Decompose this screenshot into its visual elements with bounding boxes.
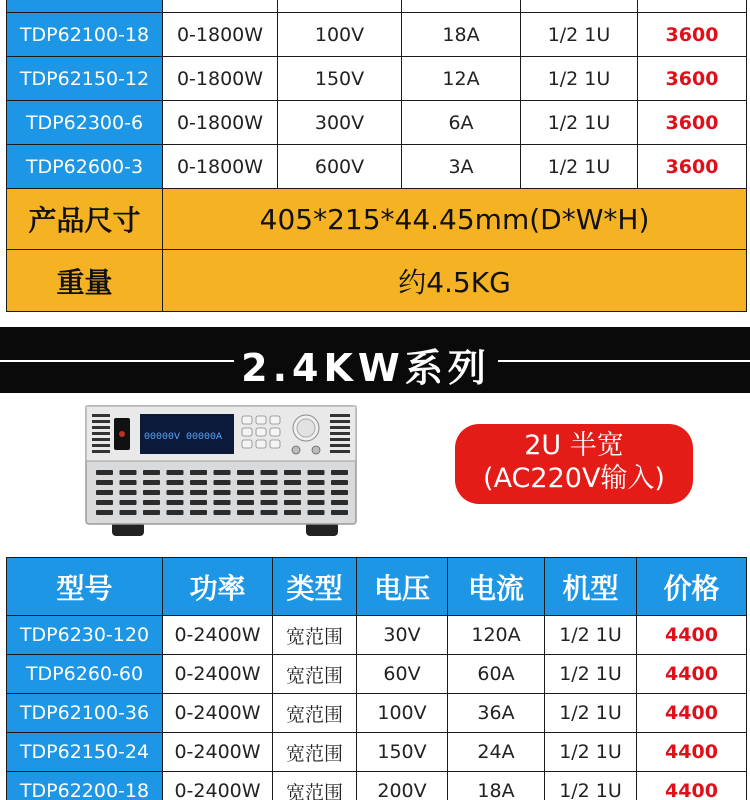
voltage-cell: 150V <box>278 57 402 101</box>
vent-slot <box>331 490 348 495</box>
price-cell: 3600 <box>638 57 747 101</box>
vent-slot <box>237 470 254 475</box>
model-cell: TDP62300-6 <box>7 101 163 145</box>
vent-slot <box>120 490 137 495</box>
price-cell: 4400 <box>637 733 747 772</box>
vent-slot <box>96 490 113 495</box>
table-row <box>7 772 747 800</box>
badge-line-1: 2U 半宽 <box>524 430 624 461</box>
vent-slot <box>261 510 278 515</box>
price-cell: 4400 <box>637 655 747 694</box>
current-cell: 6A <box>402 101 521 145</box>
type-cell: 1/2 1U <box>521 57 638 101</box>
vent-slot <box>237 480 254 485</box>
vent-slot <box>190 510 207 515</box>
column-header: 电流 <box>448 558 545 616</box>
range-cell: 宽范围 <box>273 655 357 694</box>
vent-slot <box>284 490 301 495</box>
type-cell: 1/2 1U <box>521 13 638 57</box>
vent-slot <box>308 510 325 515</box>
banner-line-right <box>498 360 750 362</box>
vent-slot <box>167 470 184 475</box>
vent-slot <box>308 480 325 485</box>
table-row <box>7 0 747 13</box>
model-cell: TDP6230-120 <box>7 616 163 655</box>
type-cell <box>521 0 638 13</box>
vent-slot <box>167 490 184 495</box>
size-value: 405*215*44.45mm(D*W*H) <box>163 189 747 250</box>
size-label: 产品尺寸 <box>7 189 163 250</box>
price-cell: 4400 <box>637 694 747 733</box>
price-cell: 3600 <box>638 13 747 57</box>
vent-slot <box>284 500 301 505</box>
type-cell: 1/2 1U <box>545 733 637 772</box>
vent-slot <box>308 470 325 475</box>
power-cell: 0-2400W <box>163 616 273 655</box>
banner-line-left <box>0 360 234 362</box>
table-row <box>7 733 747 772</box>
vent-slot <box>96 510 113 515</box>
vent-slot <box>96 470 113 475</box>
vent-slot <box>261 470 278 475</box>
power-cell: 0-2400W <box>163 694 273 733</box>
vent-slot <box>214 500 231 505</box>
section-title: 2.4KW系列 <box>241 346 491 390</box>
vent-slot <box>190 490 207 495</box>
table-row <box>7 694 747 733</box>
vent-slot <box>261 500 278 505</box>
vent-slot <box>190 480 207 485</box>
vent-slot <box>214 480 231 485</box>
vent-slot <box>143 490 160 495</box>
type-cell: 1/2 1U <box>545 694 637 733</box>
current-cell: 60A <box>448 655 545 694</box>
vent-slot <box>308 490 325 495</box>
column-header: 电压 <box>357 558 448 616</box>
voltage-cell: 300V <box>278 101 402 145</box>
price-cell: 4400 <box>637 616 747 655</box>
vent-slot <box>120 510 137 515</box>
power-cell: 0-1800W <box>163 57 278 101</box>
power-cell: 0-2400W <box>163 772 273 800</box>
voltage-cell: 600V <box>278 145 402 189</box>
current-cell: 12A <box>402 57 521 101</box>
vent-slot <box>284 480 301 485</box>
type-cell: 1/2 1U <box>545 616 637 655</box>
vent-slot <box>96 500 113 505</box>
vent-slot <box>284 470 301 475</box>
model-cell: TDP6260-60 <box>7 655 163 694</box>
current-cell: 24A <box>448 733 545 772</box>
price-cell: 3600 <box>638 145 747 189</box>
vent-slot <box>120 470 137 475</box>
power-cell: 0-1800W <box>163 13 278 57</box>
type-cell: 1/2 1U <box>545 655 637 694</box>
column-header: 价格 <box>637 558 747 616</box>
model-cell: TDP62600-3 <box>7 145 163 189</box>
voltage-cell: 30V <box>357 616 448 655</box>
model-cell: TDP62150-12 <box>7 57 163 101</box>
vent-slot <box>308 500 325 505</box>
vent-slot <box>261 490 278 495</box>
type-cell: 1/2 1U <box>521 145 638 189</box>
vent-slot <box>331 470 348 475</box>
column-header: 型号 <box>7 558 163 616</box>
vent-slot <box>120 480 137 485</box>
vent-slot <box>167 500 184 505</box>
table-row <box>7 145 747 189</box>
voltage-cell <box>278 0 402 13</box>
voltage-cell: 100V <box>278 13 402 57</box>
table-header-row <box>7 558 747 616</box>
device-screen-text: 00000V 00000A <box>144 432 223 443</box>
current-cell: 36A <box>448 694 545 733</box>
spec-table-2400w <box>6 557 747 800</box>
power-cell: 0-1800W <box>163 101 278 145</box>
column-header: 功率 <box>163 558 273 616</box>
vent-slot <box>143 480 160 485</box>
type-cell: 1/2 1U <box>521 101 638 145</box>
product-image <box>84 404 364 537</box>
price-cell <box>638 0 747 13</box>
model-cell: TDP62100-18 <box>7 13 163 57</box>
section-banner <box>0 327 750 393</box>
column-header: 机型 <box>545 558 637 616</box>
table-row <box>7 616 747 655</box>
vent-slot <box>190 470 207 475</box>
weight-label: 重量 <box>7 250 163 312</box>
power-cell: 0-2400W <box>163 733 273 772</box>
vent-slot <box>120 500 137 505</box>
vent-slot <box>261 480 278 485</box>
range-cell: 宽范围 <box>273 694 357 733</box>
vent-slot <box>214 470 231 475</box>
power-cell <box>163 0 278 13</box>
current-cell <box>402 0 521 13</box>
model-cell: TDP62150-24 <box>7 733 163 772</box>
weight-value: 约4.5KG <box>163 250 747 312</box>
power-cell: 0-1800W <box>163 145 278 189</box>
column-header: 类型 <box>273 558 357 616</box>
vent-slot <box>96 480 113 485</box>
table-row <box>7 57 747 101</box>
vent-slot <box>214 490 231 495</box>
model-cell: TDP62200-18 <box>7 772 163 800</box>
device-buttons <box>242 416 280 448</box>
range-cell: 宽范围 <box>273 772 357 800</box>
range-cell: 宽范围 <box>273 616 357 655</box>
model-cell <box>7 0 163 13</box>
range-cell: 宽范围 <box>273 733 357 772</box>
input-badge <box>455 424 693 504</box>
vent-slot <box>143 500 160 505</box>
table-row <box>7 101 747 145</box>
current-cell: 3A <box>402 145 521 189</box>
vent-slot <box>331 510 348 515</box>
model-cell: TDP62100-36 <box>7 694 163 733</box>
vent-slot <box>214 510 231 515</box>
type-cell: 1/2 1U <box>545 772 637 800</box>
voltage-cell: 150V <box>357 733 448 772</box>
vent-slot <box>331 480 348 485</box>
vent-slot <box>190 500 207 505</box>
badge-line-2: (AC220V输入) <box>483 463 665 494</box>
voltage-cell: 100V <box>357 694 448 733</box>
voltage-cell: 200V <box>357 772 448 800</box>
voltage-cell: 60V <box>357 655 448 694</box>
size-row <box>7 189 747 250</box>
vent-slot <box>237 490 254 495</box>
table-row <box>7 13 747 57</box>
vent-slot <box>237 510 254 515</box>
table-row <box>7 655 747 694</box>
vent-slot <box>167 480 184 485</box>
vent-slot <box>284 510 301 515</box>
current-cell: 18A <box>448 772 545 800</box>
current-cell: 120A <box>448 616 545 655</box>
price-cell: 3600 <box>638 101 747 145</box>
vent-slot <box>167 510 184 515</box>
power-cell: 0-2400W <box>163 655 273 694</box>
weight-row <box>7 250 747 312</box>
spec-table-1800w <box>6 0 747 312</box>
vent-slot <box>237 500 254 505</box>
vent-slot <box>331 500 348 505</box>
vent-slot <box>143 510 160 515</box>
current-cell: 18A <box>402 13 521 57</box>
price-cell: 4400 <box>637 772 747 800</box>
vent-slot <box>143 470 160 475</box>
